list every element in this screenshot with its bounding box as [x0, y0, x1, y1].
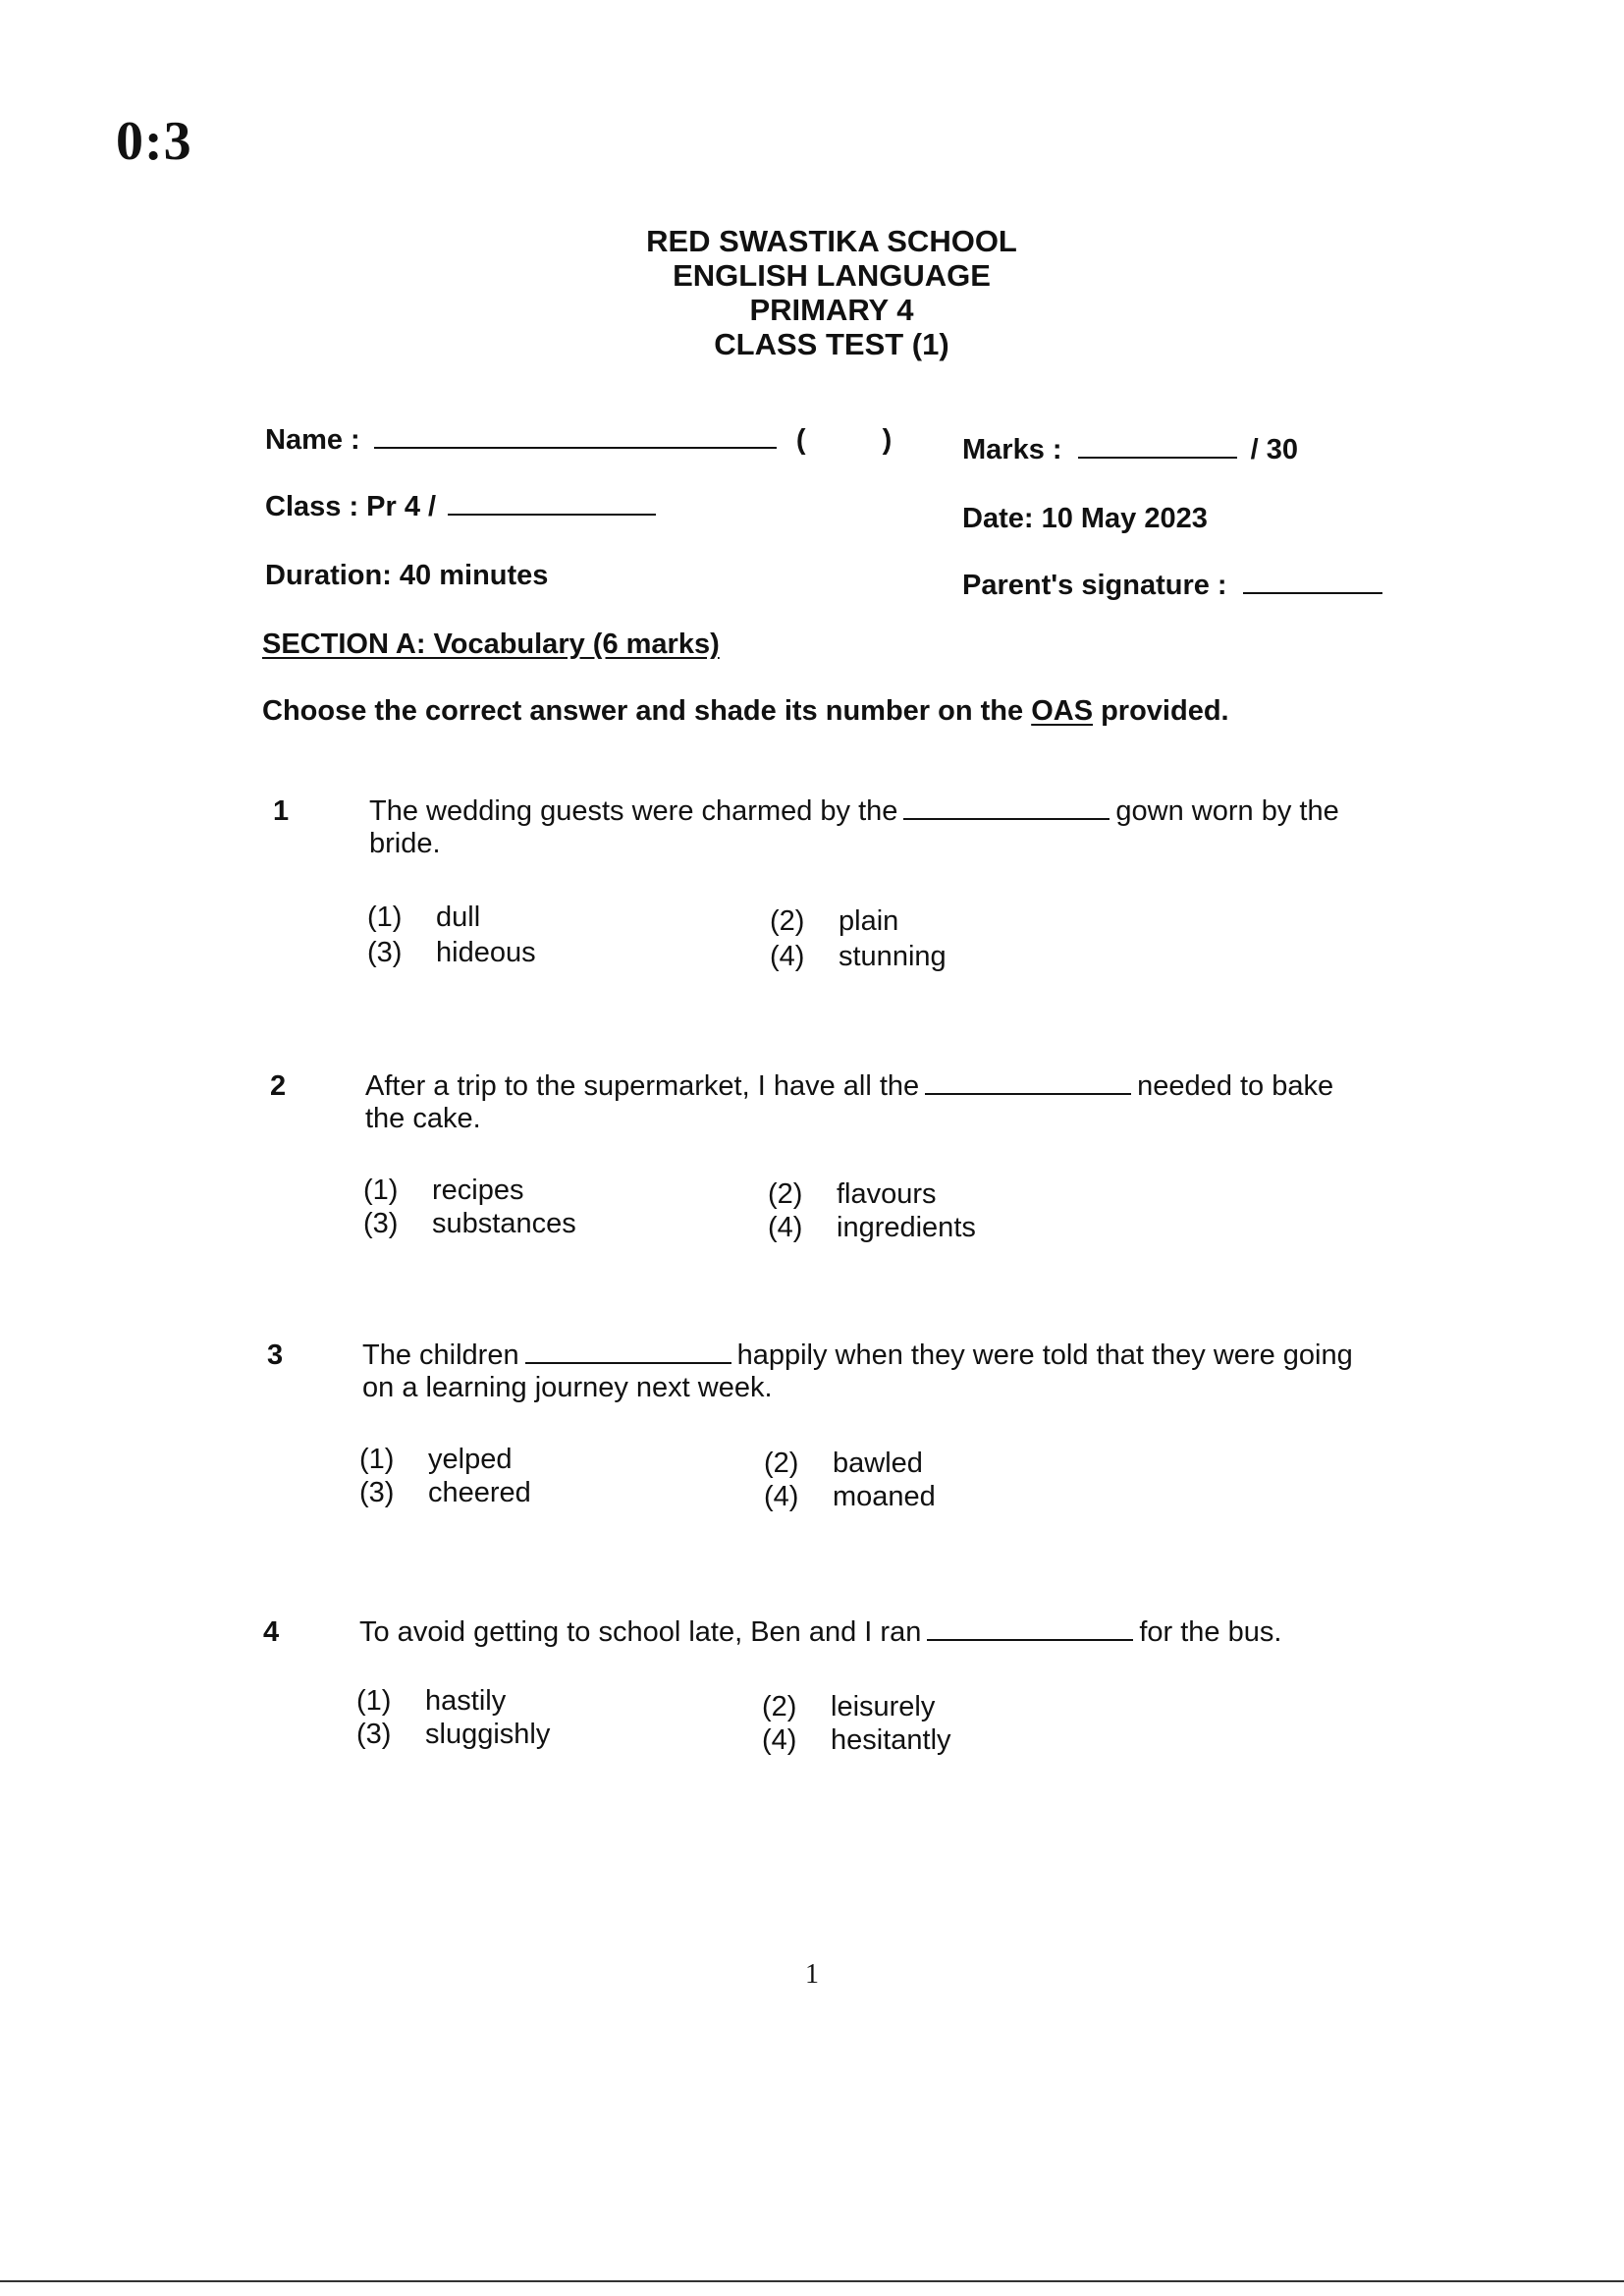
option-text: cheered [428, 1477, 531, 1508]
option-number: (1) [367, 902, 403, 933]
class-blank[interactable] [448, 494, 656, 516]
question-3-option-2[interactable] [764, 1448, 923, 1480]
question-3-text [362, 1339, 1374, 1404]
question-2-number: 2 [270, 1070, 287, 1102]
question-3-option-1[interactable] [359, 1444, 512, 1476]
option-number: (2) [770, 905, 805, 937]
question-2-text [365, 1070, 1377, 1135]
question-2-stem-start: After a trip to the supermarket, I have all the [365, 1070, 920, 1102]
name-label: Name : [265, 424, 360, 456]
question-4-option-4[interactable] [762, 1724, 951, 1757]
option-text: substances [432, 1208, 576, 1239]
question-4-blank [927, 1621, 1133, 1641]
option-number: (1) [359, 1444, 395, 1475]
option-text: hesitantly [831, 1724, 951, 1756]
question-4-number: 4 [263, 1616, 280, 1648]
option-text: moaned [833, 1481, 936, 1512]
question-4-option-1[interactable] [356, 1685, 506, 1718]
question-4-option-2[interactable] [762, 1691, 935, 1723]
option-text: bawled [833, 1448, 923, 1479]
option-number: (4) [768, 1212, 803, 1243]
school-name: RED SWASTIKA SCHOOL [646, 224, 1017, 258]
option-number: (2) [762, 1691, 797, 1722]
register-paren-close: ) [882, 424, 893, 456]
instruction-oas: OAS [1031, 695, 1094, 727]
question-3-blank [525, 1344, 731, 1364]
parent-signature-label: Parent's signature : [962, 570, 1227, 601]
name-field [265, 424, 892, 457]
marks-label: Marks : [962, 434, 1062, 465]
option-text: flavours [837, 1178, 937, 1210]
option-text: yelped [428, 1444, 513, 1475]
option-number: (3) [359, 1477, 395, 1508]
option-text: dull [436, 902, 481, 933]
option-text: stunning [839, 941, 947, 972]
question-1-stem-start: The wedding guests were charmed by the [369, 795, 898, 827]
corner-mark: 0:3 [116, 111, 192, 172]
document-header [0, 224, 1624, 361]
question-4-stem-end: for the bus. [1139, 1616, 1282, 1648]
option-text: leisurely [831, 1691, 936, 1722]
question-2-option-2[interactable] [768, 1178, 937, 1211]
option-text: recipes [432, 1175, 524, 1206]
option-number: (3) [356, 1719, 392, 1750]
option-text: hastily [425, 1685, 507, 1717]
instruction-text: Choose the correct answer and shade its number on the [262, 695, 1024, 727]
option-number: (2) [764, 1448, 799, 1479]
option-text: hideous [436, 937, 536, 968]
question-2-stem-end: needed to bake the cake. [365, 1070, 1334, 1134]
section-title: SECTION A: Vocabulary (6 marks) [262, 629, 720, 660]
option-number: (1) [356, 1685, 392, 1717]
question-1-option-1[interactable] [367, 902, 480, 934]
level-title: PRIMARY 4 [749, 293, 914, 327]
question-2-option-1[interactable] [363, 1175, 524, 1207]
option-text: sluggishly [425, 1719, 551, 1750]
question-2-option-3[interactable] [363, 1208, 576, 1240]
question-2-option-4[interactable] [768, 1212, 976, 1244]
option-number: (4) [770, 941, 805, 972]
question-1-stem-end: gown worn by the bride. [369, 795, 1339, 859]
page-number: 1 [805, 1959, 819, 1990]
option-text: plain [839, 905, 899, 937]
question-4-text [359, 1616, 1439, 1649]
option-number: (4) [764, 1481, 799, 1512]
option-number: (3) [363, 1208, 399, 1239]
question-1-option-4[interactable] [770, 941, 947, 973]
register-paren-open: ( [795, 424, 806, 456]
parent-signature-blank[interactable] [1243, 573, 1382, 594]
instruction-end: provided. [1101, 695, 1229, 727]
question-3-stem-end: happily when they were told that they were going on a learning journey next week. [362, 1339, 1353, 1403]
duration-field: Duration: 40 minutes [265, 560, 549, 591]
question-2-blank [925, 1075, 1131, 1095]
option-number: (1) [363, 1175, 399, 1206]
class-field [265, 491, 656, 523]
question-1-option-3[interactable] [367, 937, 536, 969]
date-field: Date: 10 May 2023 [962, 503, 1208, 534]
footer-rule [0, 2280, 1624, 2282]
question-1-text [369, 795, 1380, 860]
section-instruction [262, 695, 1229, 728]
question-1-number: 1 [273, 795, 290, 827]
question-4-option-3[interactable] [356, 1719, 550, 1751]
question-1-blank [903, 800, 1110, 820]
question-1-option-2[interactable] [770, 905, 898, 938]
name-blank[interactable] [374, 427, 777, 449]
question-3-option-3[interactable] [359, 1477, 531, 1509]
question-3-stem-start: The children [362, 1339, 519, 1371]
option-number: (4) [762, 1724, 797, 1756]
option-number: (3) [367, 937, 403, 968]
class-label: Class : Pr 4 / [265, 491, 437, 522]
parent-signature-field [962, 570, 1382, 602]
question-4-stem-start: To avoid getting to school late, Ben and I ran [359, 1616, 922, 1648]
subject-title: ENGLISH LANGUAGE [673, 258, 991, 293]
option-number: (2) [768, 1178, 803, 1210]
test-title: CLASS TEST (1) [714, 327, 949, 361]
option-text: ingredients [837, 1212, 976, 1243]
marks-total: / 30 [1250, 434, 1299, 465]
question-3-option-4[interactable] [764, 1481, 936, 1513]
marks-blank[interactable] [1078, 437, 1237, 459]
question-3-number: 3 [267, 1339, 284, 1371]
marks-field [962, 434, 1298, 466]
